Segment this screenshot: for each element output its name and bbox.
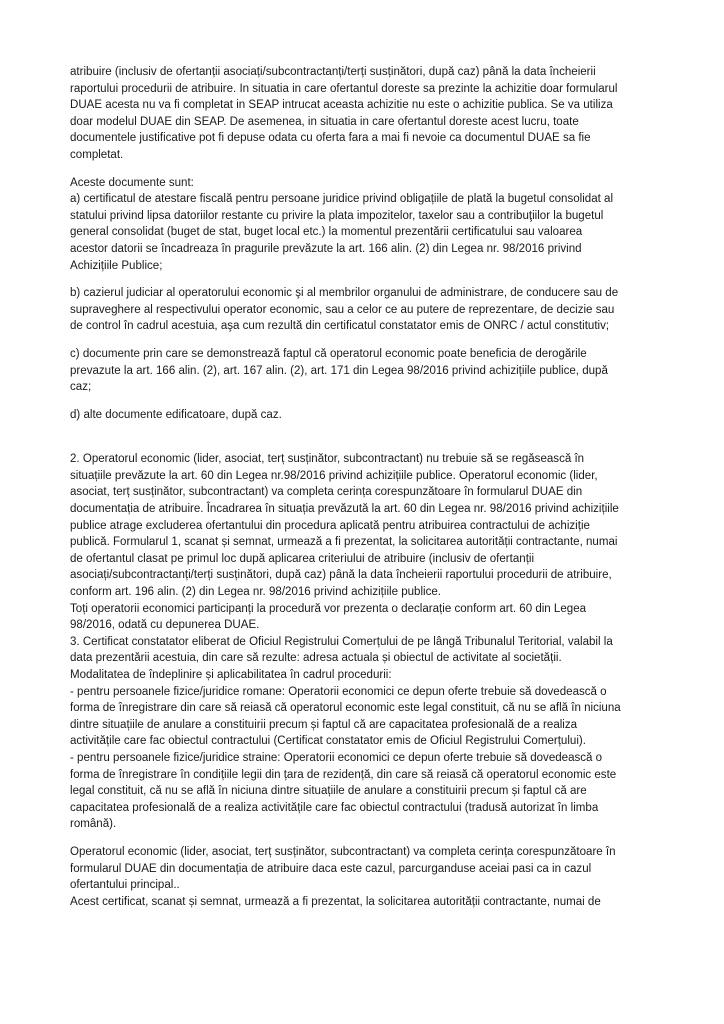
paragraph-documents-list-b: b) cazierul judiciar al operatorului economic şi al membrilor organului de administrare, de conducere sau de supraveghere al respectivului operator economic, sau a celor ce au putere de reprezentare, de decizie sau de control în cadrul acestuia, aşa cum rezultă din certificatul constatator emis de ONRC / actul constitutiv; — [70, 287, 619, 333]
document-page — [70, 64, 656, 910]
paragraph-duae-certificate: Operatorul economic (lider, asociat, terț susținător, subcontractant) va completa cerința corespunzătoare în formularul DUAE din documentația de atribuire daca este cazul, parcurganduse aceiai pasi ca in cazul ofertantului principal.. Acest certificat, scanat și semnat, urmează a fi prezentat, la solicitarea autorității contractante, numai de — [70, 845, 616, 908]
paragraph-documents-list-a: Aceste documente sunt: a) certificatul de atestare fiscală pentru persoane juridice privind obligațiile de plată la bugetul consolidat al statului privind lipsa datoriilor restante cu privire la plata impozitelor, taxelor sau a contribuţiilor la bugetul general consolidat (buget de stat, buget local etc.) la momentul prezentării certificatului sau valoarea acestor datorii se încadreaza în pragurile prevăzute la art. 166 alin. (2) din Legea nr. 98/2016 privind Achizițiile Publice; — [70, 176, 614, 272]
paragraph-documents-list-d: d) alte documente edificatoare, după caz. — [70, 408, 282, 421]
paragraph-documents-list-c: c) documente prin care se demonstrează faptul că operatorul economic poate beneficia de derogările prevazute la art. 166 alin. (2), art. 167 alin. (2), art. 171 din Legea 98/2016 privind achizițiile publice, după caz; — [70, 347, 608, 394]
paragraph-award-continuation: atribuire (inclusiv de ofertanții asociați/subcontractanți/terți susținători, după caz) până la data încheierii raportului procedurii de atribuire. In situatia in care ofertantul doreste sa prezinte la achizitie doar formularul DUAE acesta nu va fi completat in SEAP intrucat aceasta achizitie nu este o achizitie publica. Se va utiliza doar modelul DUAE din SEAP. De asemenea, in situatia in care ofertantul doreste acest lucru, toate documentele justificative pot fi depuse odata cu oferta fara a mai fi nevoie ca documentul DUAE sa fie completat. — [70, 66, 618, 161]
paragraph-sections-2-3: 2. Operatorul economic (lider, asociat, terț susținător, subcontractant) nu trebuie să se regăsească în situațiile prevăzute la art. 60 din Legea nr.98/2016 privind achizițiile publice. Operatorul economic (lider, asociat, terț susținător, subcontractant) va completa cerința corespunzătoare în formularul DUAE din documentația de atribuire. Încadrarea în situația prevăzută la art. 60 din Legea nr. 98/2016 privind achizițiile publice atrage excluderea ofertantului din procedura aplicată pentru atribuirea contractului de achiziție publică. Formularul 1, scanat și semnat, urmează a fi prezentat, la solicitarea autorității contractante, numai de ofertantul clasat pe primul loc după aplicarea criteriului de atribuire (inclusiv de ofertanții asociați/subcontractanți/terți susținători, după caz) până la data încheierii raportului procedurii de atribuire, conform art. 196 alin. (2) din Legea nr. 98/2016 privind achizițiile publice. Toți operatorii economici participanți la procedură vor prezenta o declarație conform art. 60 din Legea 98/2016, odată cu depunerea DUAE. 3. Certificat constatator eliberat de Oficiul Registrului Comerțului de pe lângă Tribunalul Teritorial, valabil la data prezentării acestuia, din care să rezulte: adresa actuala și obiectul de activitate al societății. Modalitatea de îndeplinire și aplicabilitatea în cadrul procedurii: - pentru persoanele fizice/juridice romane: Operatorii economici ce depun oferte trebuie să dovedească o forma de înregistrare din care să reiasă că operatorul economic este legal constituit, că nu se află în niciuna dintre situațiile de anulare a constituirii precum și faptul că are capacitatea profesională de a realiza activitățile care fac obiectul contractului (Certificat constatator emis de Oficiul Registrului Comerțului). - pentru persoanele fizice/juridice straine: Operatorii economici ce depun oferte trebuie să dovedească o forma de înregistrare în condițiile legii din țara de rezidență, din care să reiasă că operatorul economic este legal constituit, că nu se află în niciuna dintre situațiile de anulare a constituirii precum și faptul că are capacitatea profesională de a realiza activitățile care fac obiectul contractului (tradusă autorizat în limba română). — [70, 453, 621, 831]
